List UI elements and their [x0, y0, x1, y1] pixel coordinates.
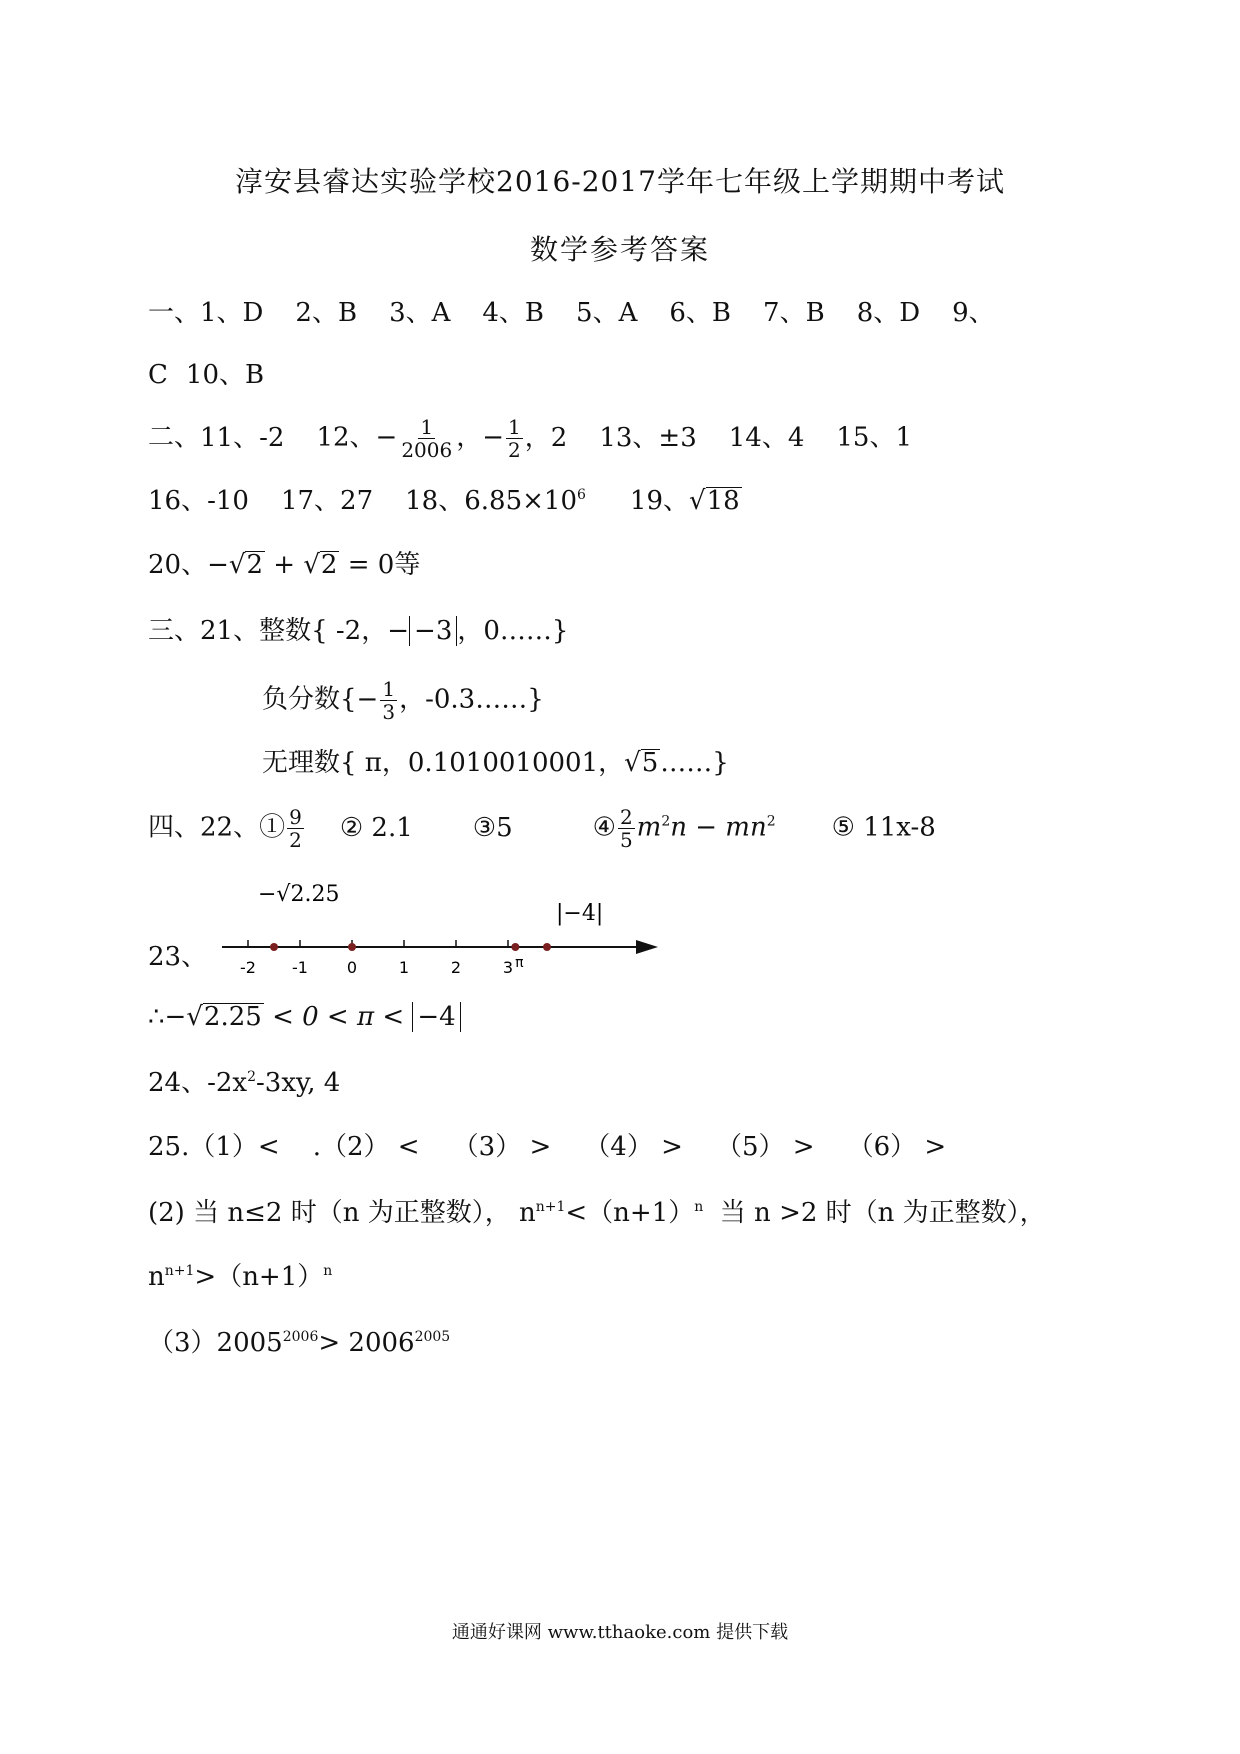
absolute-value: −3	[409, 616, 457, 646]
circled-number: ④	[592, 812, 616, 843]
answer-item: 24、-2x	[148, 1068, 248, 1098]
exponent: n	[323, 1263, 333, 1279]
q25-row-1: 25.（1）< .（2） < （3） > （4） > （5） > （6） >	[148, 1132, 947, 1162]
answer-item: ⑤ 11x-8	[831, 812, 936, 843]
arrow-icon	[636, 940, 658, 954]
number-line-annotation: −√2.25	[258, 882, 340, 907]
answer-text: n	[148, 1262, 165, 1292]
answer-item: 5、A	[576, 298, 638, 328]
section-3-row-3	[262, 746, 729, 780]
answer-tail: = 0等	[339, 550, 421, 580]
tick-label: 1	[398, 958, 410, 977]
answer-text: 当 n >2 时（n 为正整数），	[703, 1198, 1046, 1228]
minus-sign: −	[387, 616, 410, 646]
number-line-point	[543, 943, 551, 951]
section-3-row-2	[262, 678, 544, 723]
section-4-row	[148, 806, 936, 851]
section-2-row-2	[148, 484, 742, 518]
section-2-row-3	[148, 548, 420, 582]
answer-item: 6、B	[669, 298, 732, 328]
fraction	[399, 416, 454, 461]
section-1-row	[148, 296, 995, 330]
denominator: 3	[382, 700, 396, 724]
circled-number: ①	[259, 812, 286, 843]
integers-tail: ，0……}	[457, 616, 569, 646]
denominator: 2006	[401, 438, 453, 462]
answer-tail: ，2	[524, 422, 568, 453]
answer-text: (2) 当 n≤2 时（n 为正整数）， n	[148, 1198, 536, 1228]
section-2-prefix: 二、	[148, 422, 201, 453]
numerator: 1	[420, 415, 434, 439]
integers-label: 整数{ -2，	[259, 616, 388, 646]
numerator: 1	[508, 415, 521, 439]
variable: m	[636, 812, 662, 843]
negative-fraction-label: 负分数{	[262, 684, 357, 715]
exponent: 6	[577, 487, 586, 503]
section-1-row-cont	[148, 358, 264, 392]
answer-text: <（n+1）	[565, 1198, 695, 1228]
exponent: 2	[766, 813, 776, 830]
radicand: 18	[706, 486, 740, 516]
number-line-point	[511, 943, 519, 951]
numerator: 1	[382, 677, 396, 701]
tick-label: 0	[346, 958, 358, 977]
denominator: 2	[508, 438, 521, 462]
minus-sign: −	[207, 550, 229, 580]
answer-item: 16、-10	[148, 486, 249, 516]
answer-item: 1、D	[200, 298, 264, 328]
answer-item: 17、27	[280, 486, 374, 516]
tick-label: -1	[292, 958, 308, 977]
answer-item: 4、B	[482, 298, 545, 328]
answer-item: 9、	[952, 298, 995, 328]
denominator: 2	[289, 828, 302, 852]
tick-label: π	[515, 955, 524, 971]
q25-row-2	[148, 1196, 1046, 1230]
q23-label: 23、	[148, 942, 208, 972]
number-line	[218, 875, 678, 995]
exponent: 2	[247, 1069, 256, 1085]
answer-item: 11、-2	[200, 422, 285, 453]
exponent: n+1	[164, 1263, 195, 1279]
answer-item: 8、D	[856, 298, 921, 328]
answer-item: 2、B	[295, 298, 358, 328]
absolute-value: −4	[412, 1002, 460, 1032]
sqrt-icon: √	[186, 1002, 203, 1032]
answer-item: 3、A	[389, 298, 451, 328]
section-4-prefix: 四、22、	[148, 812, 260, 843]
answer-item: 14、4	[728, 422, 805, 453]
fraction	[506, 416, 523, 461]
fraction	[287, 806, 304, 851]
inequality: < 0 < π <	[263, 1002, 413, 1032]
q25-row-3	[148, 1260, 332, 1294]
answer-item: 13、±3	[599, 422, 697, 453]
number-line-point	[270, 943, 278, 951]
exponent: 2005	[414, 1329, 451, 1345]
sqrt-icon: √	[689, 486, 706, 516]
minus-sign: −	[164, 1002, 187, 1032]
exponent: 2006	[282, 1329, 319, 1345]
number-line-annotation: |−4|	[556, 901, 604, 926]
numerator: 2	[619, 805, 633, 829]
answer-label: 19、	[629, 486, 690, 516]
answer-text: （3）2005	[148, 1328, 283, 1358]
section-2-row	[148, 416, 912, 461]
irrational-tail: ……}	[660, 748, 729, 778]
radicand: 2	[246, 550, 264, 580]
answer-item: 7、B	[763, 298, 825, 328]
answer-label: 20、	[148, 550, 208, 580]
q23-conclusion	[148, 1000, 461, 1034]
tick-label: 2	[450, 958, 462, 977]
separator: ，	[456, 422, 483, 453]
sqrt-icon: √	[303, 550, 320, 580]
q25-row-4	[148, 1326, 450, 1360]
fraction	[380, 678, 397, 723]
fraction	[618, 806, 635, 851]
section-1-prefix: 一、	[148, 298, 201, 328]
tick-label: -2	[240, 958, 256, 977]
answer-text: >（n+1）	[194, 1262, 324, 1292]
minus-sign: −	[482, 422, 505, 453]
page-subtitle: 数学参考答案	[529, 233, 710, 266]
answer-item: 10、B	[185, 360, 265, 390]
answer-item: 18、6.85×10	[405, 486, 577, 516]
answer-tail: -3xy, 4	[256, 1068, 341, 1098]
radicand: 2	[320, 550, 338, 580]
minus-sign: −	[356, 684, 379, 715]
answer-text: > 2006	[318, 1328, 415, 1358]
q24-row	[148, 1066, 340, 1100]
answer-item: C	[148, 360, 168, 390]
footer-text: 通通好课网 www.tthaoke.com 提供下载	[451, 1622, 789, 1643]
expression: n − mn	[670, 812, 767, 843]
answer-item: ③5	[472, 812, 513, 843]
page-title: 淳安县睿达实验学校2016-2017学年七年级上学期期中考试	[235, 165, 1005, 198]
denominator: 5	[619, 828, 633, 852]
negative-fraction-tail: ，-0.3……}	[399, 684, 544, 715]
sqrt-icon: √	[228, 550, 246, 580]
exponent: 2	[661, 813, 671, 830]
tick-label: 3	[502, 958, 514, 977]
plus-sign: +	[265, 550, 304, 580]
therefore-symbol: ∴	[148, 1002, 165, 1032]
answer-label: 12、	[316, 422, 376, 453]
minus-sign: −	[375, 422, 398, 453]
numerator: 9	[289, 805, 302, 829]
section-3-prefix: 三、21、	[148, 616, 260, 646]
sqrt-icon: √	[624, 748, 641, 778]
section-3-row	[148, 614, 568, 648]
irrational-label: 无理数{ π，0.1010010001，	[262, 748, 625, 778]
answer-item: 15、1	[836, 422, 913, 453]
answer-item: ② 2.1	[339, 812, 413, 843]
exponent: n+1	[535, 1199, 566, 1215]
radicand: 5	[641, 748, 659, 778]
radicand: 2.25	[203, 1002, 262, 1032]
exponent: n	[694, 1199, 704, 1215]
number-line-point	[348, 943, 356, 951]
